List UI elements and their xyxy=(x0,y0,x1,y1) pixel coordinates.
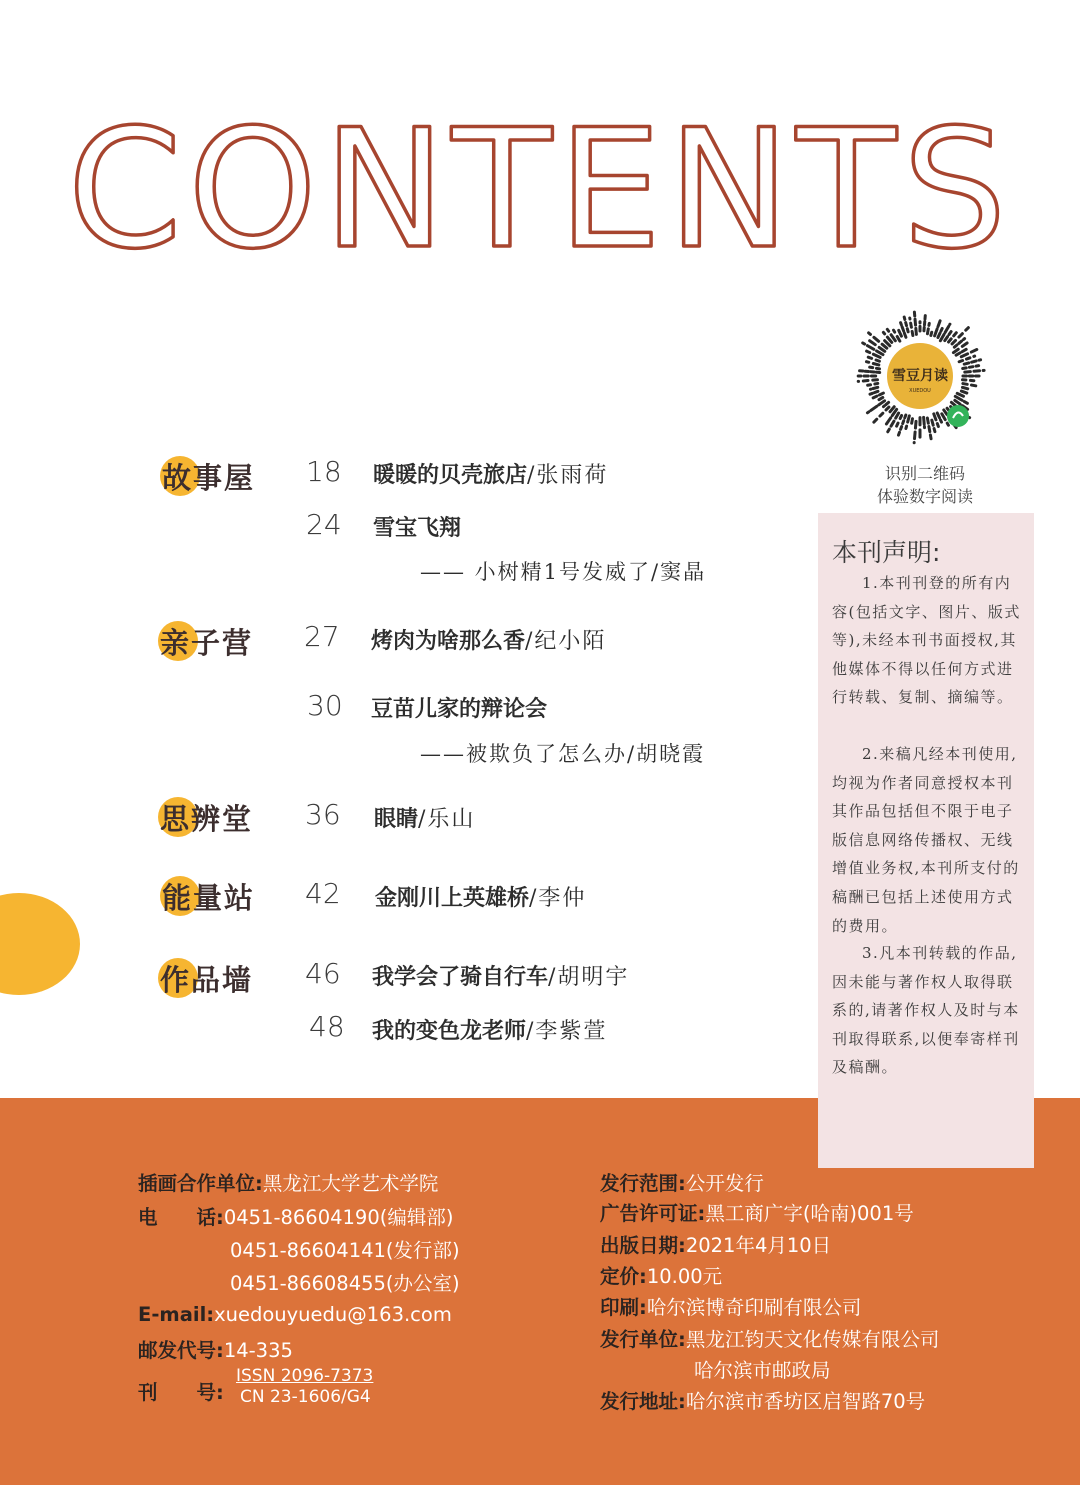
toc-entry[interactable] xyxy=(373,511,461,542)
toc-entry[interactable] xyxy=(372,960,629,991)
qr-ray xyxy=(914,421,916,442)
entry-author: /李仲 xyxy=(529,886,587,911)
entry-subtitle: ——被欺负了怎么办/胡晓霞 xyxy=(420,742,706,766)
page-number: 42 xyxy=(305,877,341,910)
qr-ray xyxy=(858,380,877,382)
toc-entry[interactable] xyxy=(375,881,586,912)
entry-author: /李紫萱 xyxy=(526,1019,608,1044)
qr-ray xyxy=(932,420,935,431)
qr-ray xyxy=(965,370,984,372)
page-number: 46 xyxy=(305,957,341,990)
qr-ray xyxy=(957,393,963,396)
footer-postal-code: 邮发代号:14-335 xyxy=(138,1339,293,1362)
footer-printer: 印刷:哈尔滨博奇印刷有限公司 xyxy=(600,1296,862,1319)
footer-illustration: 插画合作单位:黑龙江大学艺术学院 xyxy=(138,1172,439,1195)
qr-ray xyxy=(927,323,929,333)
contents-title-text: CONTENTS xyxy=(67,118,1013,258)
entry-title: 雪宝飞翔 xyxy=(373,516,462,541)
qr-ray xyxy=(906,416,909,429)
notice-panel xyxy=(818,513,1034,1168)
page-number: 24 xyxy=(306,508,342,541)
footer-phone-3: 0451-86608455(办公室) xyxy=(230,1272,460,1295)
footer-publisher: 发行单位:黑龙江钧天文化传媒有限公司 xyxy=(600,1328,940,1351)
page-number: 18 xyxy=(306,455,342,488)
entry-title: 眼睛 xyxy=(374,807,419,832)
qr-ray xyxy=(904,317,908,332)
qr-ray xyxy=(962,387,969,389)
qr-ray xyxy=(911,419,912,425)
footer-scope: 发行范围:公开发行 xyxy=(600,1172,764,1195)
footer-price: 定价:10.00元 xyxy=(600,1265,723,1288)
toc-entry[interactable] xyxy=(373,458,608,489)
entry-title: 我的变色龙老师 xyxy=(372,1019,527,1044)
qr-ray xyxy=(963,384,976,386)
contents-title xyxy=(40,118,1040,258)
section-label-story: 故事屋 xyxy=(162,461,256,495)
qr-ray xyxy=(883,402,888,406)
footer-email: E-mail:xuedouyuedu@163.com xyxy=(138,1303,452,1326)
entry-author: /胡明宇 xyxy=(548,965,630,990)
qr-ray xyxy=(927,418,931,439)
notice-title: 本刊声明: xyxy=(832,538,941,567)
qr-ray xyxy=(868,367,879,369)
qr-ray xyxy=(865,383,878,385)
notice-paragraph-3: 3.凡本刊转载的作品,因未能与著作权人取得联系的,请著作权人及时与本刊取得联系,以便奉寄样刊及稿酬。 xyxy=(832,944,1020,1077)
entry-title: 暖暖的贝壳旅店 xyxy=(373,463,528,488)
entry-title: 金刚川上英雄桥 xyxy=(375,886,530,911)
qr-caption-2: 体验数字阅读 xyxy=(876,487,973,506)
toc-entry[interactable] xyxy=(374,802,475,833)
qr-caption-1: 识别二维码 xyxy=(884,464,965,483)
toc-entry[interactable] xyxy=(371,692,547,723)
entry-author: /张雨荷 xyxy=(527,463,609,488)
qr-ray xyxy=(962,380,977,381)
page-number: 30 xyxy=(307,689,343,722)
footer-phone-2: 0451-86604141(发行部) xyxy=(230,1239,460,1262)
qr-ray xyxy=(870,387,877,389)
page-number: 27 xyxy=(304,620,340,653)
entry-title: 我学会了骑自行车 xyxy=(372,965,549,990)
toc-entry[interactable] xyxy=(371,624,606,655)
footer-address: 发行地址:哈尔滨市香坊区启智路70号 xyxy=(600,1390,926,1413)
qr-ray xyxy=(866,362,878,365)
notice-paragraph-1: 1.本刊刊登的所有内容(包括文字、图片、版式等),未经本刊书面授权,其他媒体不得以任何方式进行转载、复制、摘编等。 xyxy=(832,574,1021,707)
footer-publisher-2: 哈尔滨市邮政局 xyxy=(694,1359,831,1382)
entry-author: /纪小陌 xyxy=(525,629,607,654)
qr-ray xyxy=(870,391,878,394)
qr-logo-sub: XUEDOU xyxy=(909,388,931,394)
qr-ray xyxy=(874,407,889,422)
page-number: 36 xyxy=(305,798,341,831)
qr-ray xyxy=(858,371,880,373)
toc-entry[interactable] xyxy=(372,1014,607,1045)
section-label-family: 亲子营 xyxy=(160,626,254,660)
qr-ray xyxy=(877,397,883,400)
qr-ray xyxy=(963,366,979,369)
section-label-works: 作品墙 xyxy=(160,963,254,997)
notice-paragraph-2: 2.来稿凡经本刊使用,均视为作者同意授权本刊其作品包括但不限于电子版信息网络传播权、无线增值业务权,本刊所支付的稿酬已包括上述使用方式的费用。 xyxy=(832,745,1020,935)
footer-publish-date: 出版日期:2021年4月10日 xyxy=(600,1234,832,1257)
footer-issn-label: 刊 号: xyxy=(138,1381,224,1404)
qr-code[interactable] xyxy=(850,310,990,450)
qr-ray xyxy=(924,315,925,331)
section-label-energy: 能量站 xyxy=(162,881,256,915)
footer-cn: CN 23-1606/G4 xyxy=(240,1387,371,1407)
entry-title: 豆苗儿家的辩论会 xyxy=(371,697,548,722)
qr-ray xyxy=(961,391,969,394)
qr-ray xyxy=(898,328,902,336)
entry-title: 烤肉为啥那么香 xyxy=(371,629,526,654)
section-label-thinking: 思辨堂 xyxy=(160,802,254,836)
qr-ray xyxy=(910,318,913,336)
qr-ray xyxy=(931,329,933,335)
entry-author: /乐山 xyxy=(418,807,476,832)
qr-ray xyxy=(924,417,925,427)
decorative-circle xyxy=(0,893,80,995)
page-number: 48 xyxy=(309,1010,345,1043)
footer-ad-license: 广告许可证:黑工商广字(哈南)001号 xyxy=(600,1202,914,1225)
footer-issn: ISSN 2096-7373 xyxy=(236,1366,374,1386)
footer-phone-1: 电 话:0451-86604190(编辑部) xyxy=(138,1206,454,1229)
qr-ray xyxy=(914,312,916,334)
qr-logo-text: 雪豆月读 xyxy=(892,368,948,384)
entry-subtitle: —— 小树精1号发威了/窦晶 xyxy=(420,560,707,584)
